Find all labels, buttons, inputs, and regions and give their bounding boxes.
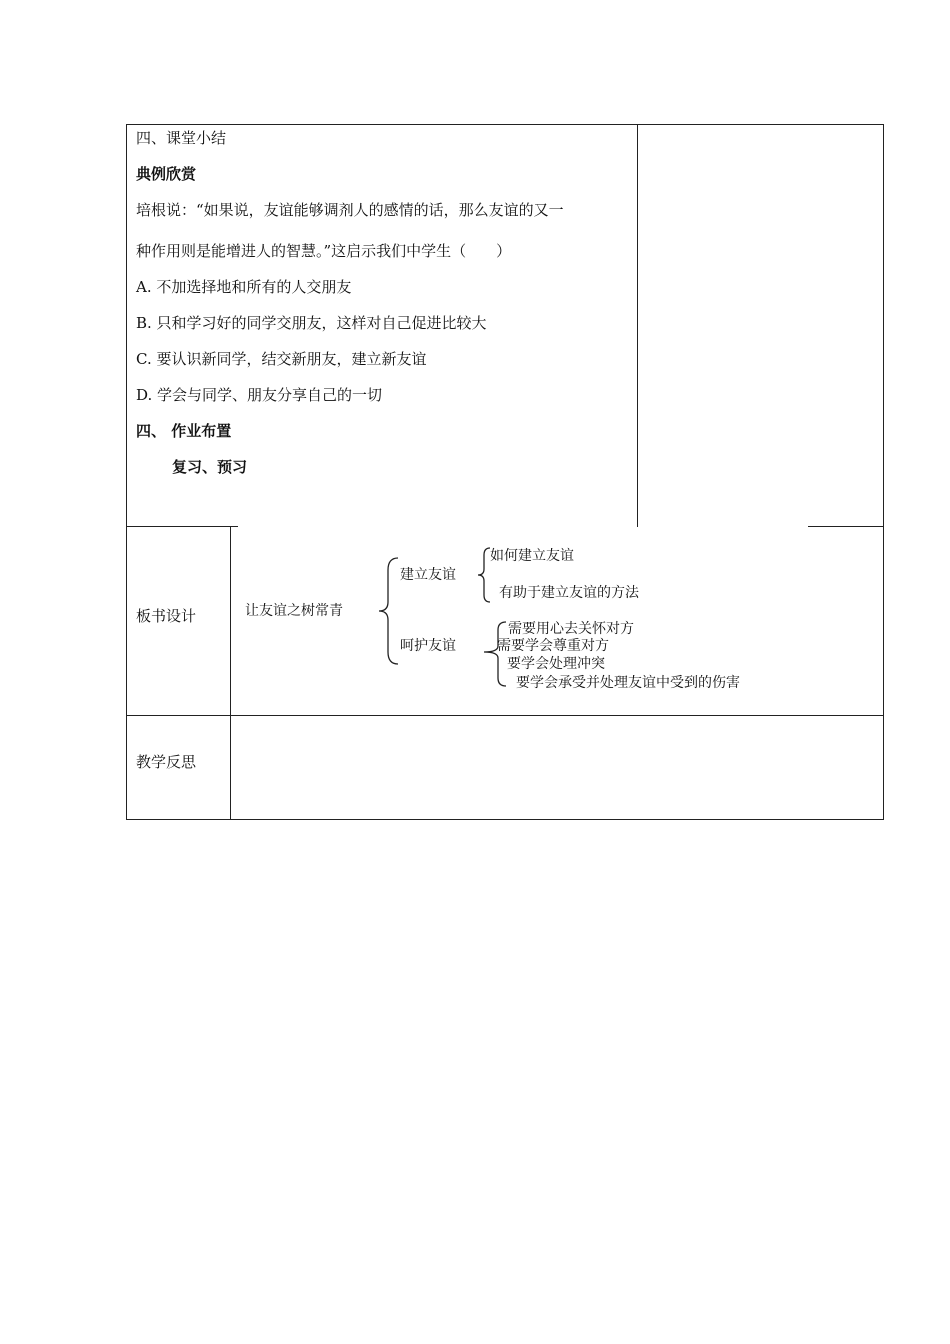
row-divider-board-left [126, 526, 238, 527]
branch-establish-label: 建立友谊 [400, 567, 456, 583]
reflection-label: 教学反思 [136, 753, 197, 771]
establish-item-2: 有助于建立友谊的方法 [499, 585, 639, 601]
option-d: D. 学会与同学、朋友分享自己的一切 [136, 386, 383, 404]
board-root: 让友谊之树常青 [245, 603, 343, 619]
protect-item-3: 要学会处理冲突 [507, 656, 605, 672]
branch-protect-brace [480, 620, 508, 690]
label-column-divider [230, 526, 231, 820]
question-line-1: 培根说：“如果说，友谊能够调剂人的感情的话，那么友谊的又一 [136, 201, 564, 219]
summary-column-divider [637, 124, 638, 527]
branch-protect-label: 呵护友谊 [400, 638, 456, 654]
homework-content: 复习、预习 [172, 458, 248, 476]
row-divider-board-right [808, 526, 884, 527]
option-a: A. 不加选择地和所有的人交朋友 [136, 278, 352, 296]
protect-item-1: 需要用心去关怀对方 [508, 621, 634, 637]
row-divider-reflection [126, 715, 884, 716]
board-label: 板书设计 [136, 607, 197, 625]
table-border-top [126, 124, 884, 125]
table-border-bottom [126, 819, 884, 820]
protect-item-2: 需要学会尊重对方 [497, 638, 609, 654]
option-b: B. 只和学习好的同学交朋友，这样对自己促进比较大 [136, 314, 487, 332]
protect-item-4: 要学会承受并处理友谊中受到的伤害 [516, 675, 740, 691]
question-line-2: 种作用则是能增进人的智慧。”这启示我们中学生（ ） [136, 242, 512, 260]
example-title: 典例欣赏 [136, 165, 197, 183]
summary-heading: 四、课堂小结 [136, 129, 227, 147]
root-brace [376, 556, 400, 666]
option-c: C. 要认识新同学，结交新朋友，建立新友谊 [136, 350, 427, 368]
homework-heading: 四、 作业布置 [136, 422, 232, 440]
establish-item-1: 如何建立友谊 [490, 548, 574, 564]
